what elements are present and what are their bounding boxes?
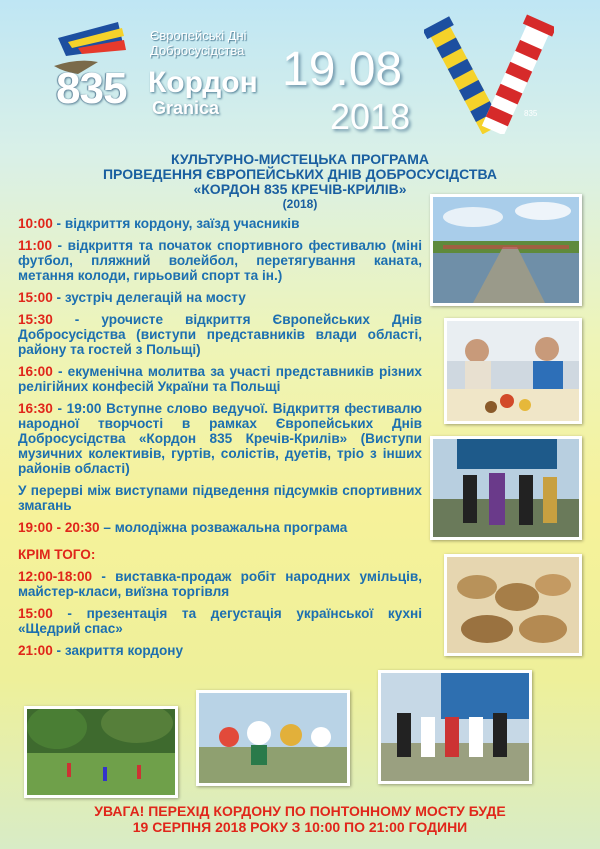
- logo-subtitle-line1: Європейські Дні: [150, 28, 247, 43]
- program-item: [18, 238, 422, 283]
- program-item: [18, 216, 422, 231]
- photo-football: [24, 706, 178, 798]
- border-posts-icon: [424, 14, 554, 134]
- extra-item: [18, 643, 422, 658]
- item-text: - відкриття кордону, заїзд учасників: [52, 216, 300, 231]
- item-text: - презентація та дегустація української кухні «Щедрий спас»: [18, 606, 422, 636]
- extra-item: [18, 606, 422, 636]
- item-time: 10:00: [18, 216, 53, 231]
- photo-pontoon-bridge: [430, 194, 582, 306]
- item-time: 11:00: [18, 238, 53, 253]
- item-text: - зустріч делегацій на мосту: [52, 290, 246, 305]
- extra-heading: КРІМ ТОГО:: [18, 547, 96, 562]
- event-year: 2018: [330, 96, 411, 137]
- item-text: У перерві між виступами підведення підсумків спортивних змагань: [18, 483, 422, 513]
- post-sign: 835: [524, 109, 538, 118]
- program-item: [18, 312, 422, 357]
- item-time: 16:00: [18, 364, 53, 379]
- logo-subtitle: [150, 28, 247, 58]
- notice-line2: 19 СЕРПНЯ 2018 РОКУ З 10:00 ПО 21:00 ГОДИНИ: [132, 819, 468, 835]
- title-line1: КУЛЬТУРНО-МИСТЕЦЬКА ПРОГРАМА: [170, 151, 430, 167]
- logo-number: 835: [56, 64, 127, 113]
- event-date: 19.08: [282, 43, 403, 96]
- photo-folk-dance: [196, 690, 350, 786]
- item-text: - урочисте відкриття Європейських Днів Добросусідства (виступи представників влади області, району та гостей з Польщі): [18, 312, 422, 357]
- item-text: - екуменічна молитва за участі представників різних релігійних конфесій України та Польщі: [18, 364, 422, 394]
- item-time: 19:00 - 20:30: [18, 520, 100, 535]
- program-list: [18, 216, 422, 665]
- notice-line1: УВАГА! ПЕРЕХІД КОРДОНУ ПО ПОНТОННОМУ МОСТУ БУДЕ: [94, 803, 506, 819]
- item-text: – молодіжна розважальна програма: [99, 520, 348, 535]
- item-time: 15:00: [18, 290, 53, 305]
- photo-ensemble: [378, 670, 532, 784]
- item-time: 16:30: [18, 401, 53, 416]
- program-item: [18, 520, 422, 535]
- item-time: 21:00: [18, 643, 53, 658]
- photo-handicrafts: [444, 554, 582, 656]
- logo-name: Кордон: [148, 66, 258, 99]
- program-item: [18, 401, 422, 476]
- item-time: 15:00: [18, 606, 53, 621]
- item-text: - закриття кордону: [52, 643, 184, 658]
- item-text: - 19:00 Вступне слово ведучої. Відкриття фестивалю народної творчості в рамках Європейських Днів Добросусідства «Кордон 835 Кречів-Крилів» (Виступи музичних колективів, гуртів, солістів, дуетів, тріо з інших районів області): [18, 401, 422, 476]
- title-line4: (2018): [282, 197, 318, 211]
- title-line3: «КОРДОН 835 КРЕЧІВ-КРИЛІВ»: [193, 181, 407, 197]
- program-item: [18, 483, 422, 513]
- item-time: 15:30: [18, 312, 53, 327]
- photo-clergy-stage: [430, 436, 582, 540]
- title-line2: ПРОВЕДЕННЯ ЄВРОПЕЙСЬКИХ ДНІВ ДОБРОСУСІДСТВА: [102, 166, 497, 182]
- program-item: [18, 290, 422, 305]
- item-text: - відкриття та початок спортивного фестивалю (міні футбол, пляжний волейбол, перетягування каната, метання колоди, гирьовий спорт та ін.): [18, 238, 422, 283]
- logo-subtitle-line2: Добросусідства: [150, 43, 245, 58]
- border-crossing-notice: [30, 803, 570, 835]
- extra-item: [18, 569, 422, 599]
- item-time: 12:00-18:00: [18, 569, 93, 584]
- item-text: - виставка-продаж робіт народних умільців, майстер-класи, виїзна торгівля: [18, 569, 422, 599]
- photo-food-table: [444, 318, 582, 424]
- program-item: [18, 364, 422, 394]
- logo-name-pl: Granica: [152, 98, 220, 118]
